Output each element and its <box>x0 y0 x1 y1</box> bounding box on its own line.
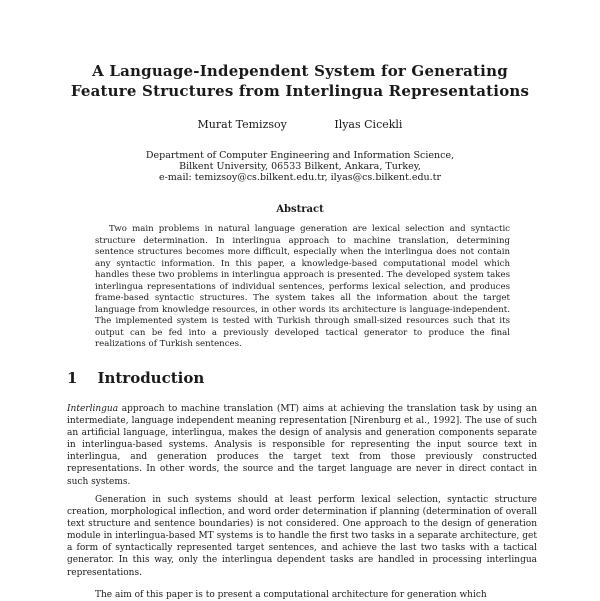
author-name: Ilyas Cicekli <box>334 118 403 131</box>
affiliation-department: Department of Computer Engineering and Information Science, <box>145 150 455 161</box>
intro-paragraph-2: Generation in such systems should at least perform lexical selection, syntactic structure creation, morphological inflection, and word order determination if planning (determination of overall text structure and sentence boundaries) is not considered. One approach to the design of generation module in interlingua-based MT systems is to handle the first two tasks in a separate architecture, get a form of syntactically represented target sentences, and achieve the last two tasks with a tactical generator. In this way, only the interlingua dependent tasks are handled in processing interlingua representations. <box>67 495 537 578</box>
italic-term: Interlingua <box>67 404 119 414</box>
paragraph-text: approach to machine translation (MT) aims at achieving the translation task by using an intermediate, language independent meaning representation [Nirenburg et al., 1992]. The use of such an artificial language, interlingua, makes the design of analysis and generation components separate in interlingua-based systems. Analysis is responsible for representing the input source text in interlingua, and generation produces the target text from those previously constructed representations. In other words, the source and the target language are never in direct contact in such systems. <box>67 404 537 487</box>
paper-title-line-1: A Language-Independent System for Generating <box>92 62 508 80</box>
affiliation-university: Bilkent University, 06533 Bilkent, Ankara, Turkey, <box>179 161 421 172</box>
section-title: Introduction <box>97 369 205 387</box>
author-list <box>0 118 600 131</box>
intro-paragraph-3: The aim of this paper is to present a computational architecture for generation which <box>95 590 487 600</box>
paper-title-line-2: Feature Structures from Interlingua Representations <box>70 82 530 100</box>
intro-paragraph-1 <box>67 403 537 488</box>
abstract-text: Two main problems in natural language generation are lexical selection and syntactic structure determination. In interlingua approach to machine translation, determining sentence structures becomes more difficult, especially when the interlingua does not contain any syntactic information. In this paper, a knowledge-based computational model which handles these two problems in interlingua approach is presented. The developed system takes interlingua representations of individual sentences, performs lexical selection, and produces frame-based syntactic structures. The system takes all the information about the target language from knowledge resources, in other words its architecture is language-independent. The implemented system is tested with Turkish through small-sized resources such that its output can be fed into a previously developed tactical generator to produce the final realizations of Turkish sentences. <box>95 224 510 349</box>
affiliation-email: e-mail: temizsoy@cs.bilkent.edu.tr, ilyas@cs.bilkent.edu.tr <box>158 172 442 183</box>
section-number: 1 <box>67 369 78 387</box>
abstract-heading: Abstract <box>276 204 324 215</box>
section-heading <box>67 369 204 387</box>
author-name: Murat Temizsoy <box>197 118 287 131</box>
